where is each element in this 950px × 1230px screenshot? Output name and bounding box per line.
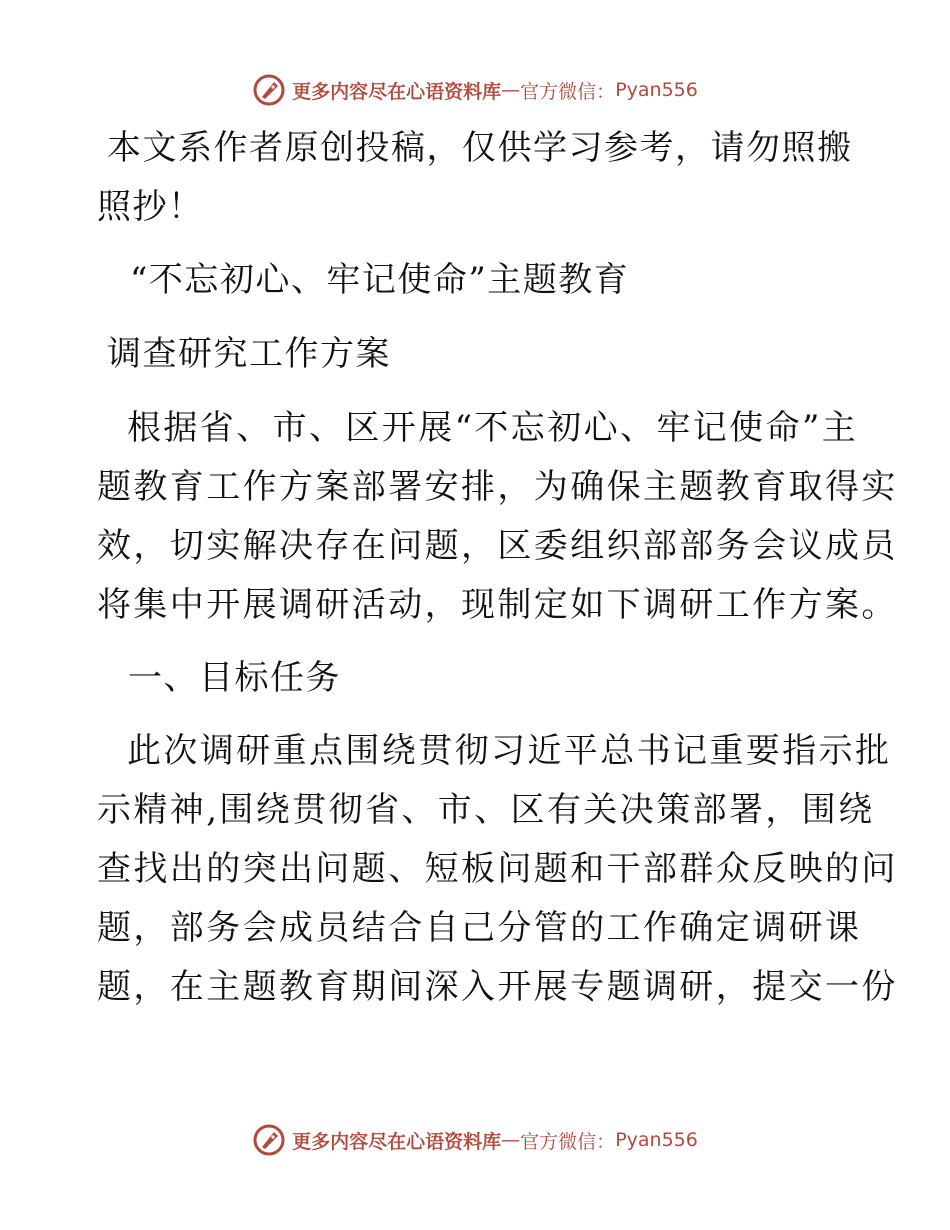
watermark-banner-bottom [0, 1120, 950, 1160]
watermark-wechat-id: Pyan556 [615, 79, 698, 101]
watermark-wechat-label: 官方微信： [520, 1130, 616, 1153]
intro-paragraph [97, 399, 898, 635]
section1-line: 此次调研重点围绕贯彻习近平总书记重要指示批 [127, 731, 892, 771]
intro-line: 根据省、市、区开展“不忘初心、牢记使命”主 [127, 408, 859, 448]
notice-line-1: 本文系作者原创投稿，仅供学习参考，请勿照搬 [107, 128, 853, 168]
section1-paragraph [97, 722, 898, 1017]
document-title-line-1: “不忘初心、牢记使命”主题教育 [130, 260, 630, 300]
intro-line: 将集中开展调研活动，现制定如下调研工作方案。 [97, 585, 898, 625]
section1-line: 示精神,围绕贯彻省、市、区有关决策部署，围绕 [97, 790, 875, 830]
watermark-wechat-id: Pyan556 [615, 1129, 698, 1151]
watermark-banner-top [0, 70, 950, 110]
watermark-separator: — [501, 79, 521, 101]
section1-line: 题，部务会成员结合自己分管的工作确定调研课 [97, 908, 862, 948]
watermark-brand: 更多内容尽在心语资料库 [292, 80, 502, 103]
intro-line: 效，切实解决存在问题，区委组织部部务会议成员 [97, 526, 898, 566]
watermark-separator: — [501, 1129, 521, 1151]
watermark-wechat-label: 官方微信： [520, 80, 616, 103]
watermark-brand: 更多内容尽在心语资料库 [292, 1130, 502, 1153]
notice-line-2: 照抄！ [97, 187, 204, 227]
document-title-line-2: 调查研究工作方案 [107, 334, 391, 374]
section1-line: 查找出的突出问题、短板问题和干部群众反映的问 [97, 849, 898, 889]
intro-line: 题教育工作方案部署安排，为确保主题教育取得实 [97, 467, 898, 507]
pen-nib-circle-icon [252, 73, 286, 107]
section-heading: 一、目标任务 [128, 658, 341, 698]
pen-nib-circle-icon [252, 1123, 286, 1157]
section1-line: 题，在主题教育期间深入开展专题调研，提交一份 [97, 967, 898, 1007]
